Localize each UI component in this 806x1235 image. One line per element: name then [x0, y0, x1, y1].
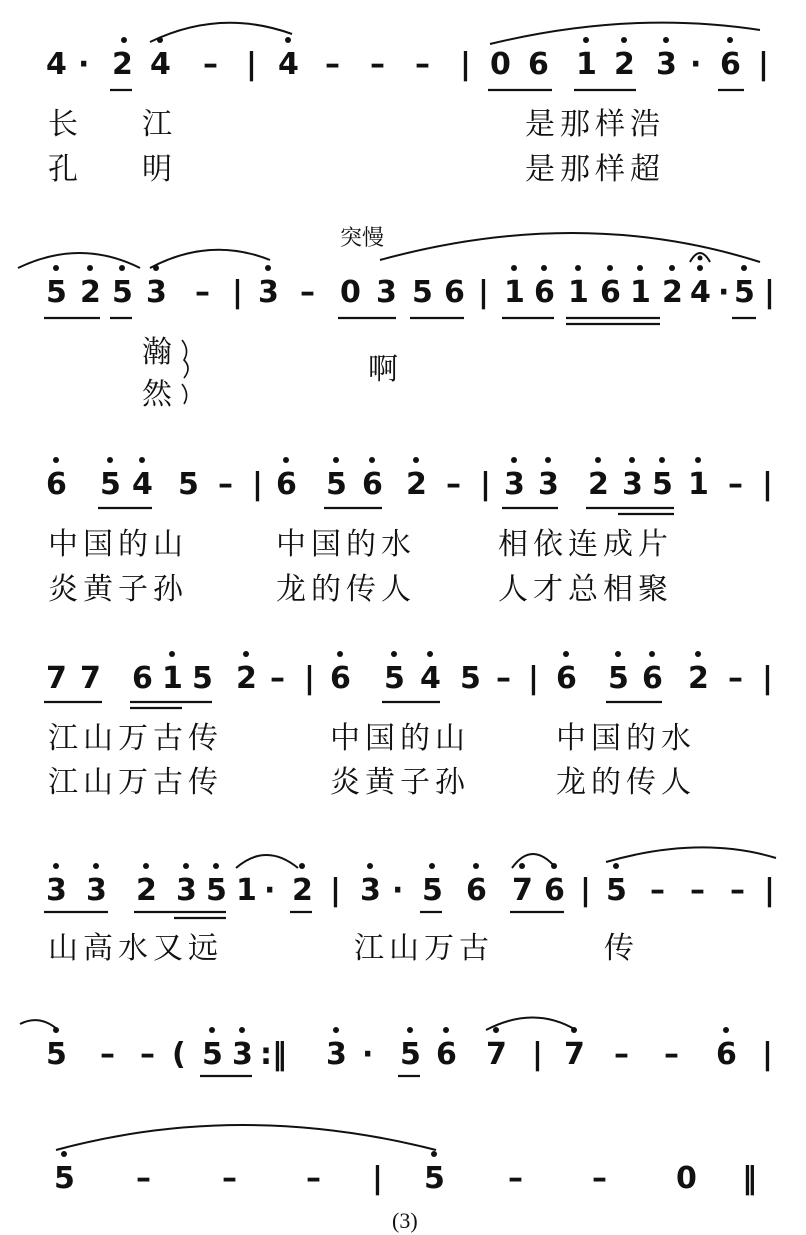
octave-dot [663, 37, 669, 43]
note: 2 [614, 47, 635, 82]
octave-dot [741, 265, 747, 271]
dash: – [300, 275, 315, 310]
note: 5 [112, 275, 133, 310]
lyric: 是那样超 [525, 152, 665, 187]
octave-dot [239, 1027, 245, 1033]
dot: · [78, 47, 90, 82]
dash: – [728, 661, 743, 696]
note: 6 [362, 467, 383, 502]
lyric: 龙的传人 [276, 572, 416, 607]
note: 5 [606, 873, 627, 908]
note: 5 [424, 1161, 445, 1196]
octave-dot [243, 651, 249, 657]
dash: – [140, 1037, 155, 1072]
note: 5 [412, 275, 433, 310]
note: 1 [576, 47, 597, 82]
octave-dot [575, 265, 581, 271]
fermata [690, 253, 710, 262]
octave-dot [563, 651, 569, 657]
octave-dot [119, 265, 125, 271]
octave-dot [139, 457, 145, 463]
octave-dot [443, 1027, 449, 1033]
barline: | [764, 275, 775, 310]
note: 5 [46, 1037, 67, 1072]
note: 5 [46, 275, 67, 310]
note: 4 [278, 47, 299, 82]
octave-dot [169, 651, 175, 657]
barline: | [304, 661, 315, 696]
octave-dot [107, 457, 113, 463]
lyric: 炎黄子孙 [330, 765, 470, 800]
note: 5 [54, 1161, 75, 1196]
note: 6 [276, 467, 297, 502]
note: 6 [720, 47, 741, 82]
octave-dot [637, 265, 643, 271]
note: 3 [504, 467, 525, 502]
note: 2 [112, 47, 133, 82]
note: 7 [564, 1037, 585, 1072]
note: 2 [80, 275, 101, 310]
octave-dot [391, 651, 397, 657]
note: 5 [400, 1037, 421, 1072]
note: 3 [258, 275, 279, 310]
note: 5 [206, 873, 227, 908]
lyric: 江山万古传 [48, 765, 223, 800]
lyric: 传 [604, 931, 639, 966]
octave-dot [695, 457, 701, 463]
note: 6 [528, 47, 549, 82]
slur [20, 1020, 58, 1030]
note: 2 [688, 661, 709, 696]
note: 3 [86, 873, 107, 908]
note: 0 [340, 275, 361, 310]
lyric: 瀚 [142, 335, 177, 370]
lyric: 中国的山 [330, 721, 470, 756]
dash: – [306, 1161, 321, 1196]
dash: – [218, 467, 233, 502]
dash: – [222, 1161, 237, 1196]
octave-dot [143, 863, 149, 869]
octave-dot [571, 1027, 577, 1033]
note: 5 [652, 467, 673, 502]
note: 1 [504, 275, 525, 310]
barline: | [532, 1037, 543, 1072]
barline: | [330, 873, 341, 908]
note: 5 [326, 467, 347, 502]
lyric: 是那样浩 [525, 107, 665, 142]
note: 5 [384, 661, 405, 696]
note: 1 [162, 661, 183, 696]
octave-dot [669, 265, 675, 271]
note: 7 [512, 873, 533, 908]
octave-dot [695, 651, 701, 657]
octave-dot [427, 651, 433, 657]
octave-dot [541, 265, 547, 271]
slur [56, 1125, 436, 1150]
note: 4 [150, 47, 171, 82]
octave-dot [615, 651, 621, 657]
dash: – [270, 661, 285, 696]
dash: – [614, 1037, 629, 1072]
note: 3 [326, 1037, 347, 1072]
note: 2 [292, 873, 313, 908]
lyric: 江山万古 [354, 931, 494, 966]
note: 5 [178, 467, 199, 502]
lyric: 江山万古传 [48, 721, 223, 756]
note: 5 [192, 661, 213, 696]
lyric: 山高水又远 [48, 931, 223, 966]
note: 1 [236, 873, 257, 908]
octave-dot [93, 863, 99, 869]
dash: – [446, 467, 461, 502]
note: 2 [136, 873, 157, 908]
brace [182, 384, 187, 404]
note: 2 [588, 467, 609, 502]
barline: | [528, 661, 539, 696]
note: 0 [676, 1161, 697, 1196]
octave-dot [621, 37, 627, 43]
octave-dot [407, 1027, 413, 1033]
note: 5 [460, 661, 481, 696]
note: 6 [600, 275, 621, 310]
dash: – [690, 873, 705, 908]
octave-dot [473, 863, 479, 869]
octave-dot [337, 651, 343, 657]
barline: | [372, 1161, 383, 1196]
octave-dot [265, 265, 271, 271]
brace [182, 340, 188, 378]
lyric: 孔 [48, 152, 83, 187]
slur [380, 233, 760, 262]
page-number: (3) [392, 1208, 418, 1233]
slur [486, 1018, 576, 1031]
slur [150, 250, 270, 268]
dash: – [650, 873, 665, 908]
barline: | [252, 467, 263, 502]
note: 3 [232, 1037, 253, 1072]
slur [150, 23, 292, 42]
octave-dot [367, 863, 373, 869]
octave-dot [613, 863, 619, 869]
tempo-annotation: 突慢 [340, 226, 385, 251]
paren: ( [172, 1037, 186, 1072]
octave-dot [61, 1151, 67, 1157]
note: 6 [46, 467, 67, 502]
octave-dot [519, 863, 525, 869]
octave-dot [511, 265, 517, 271]
note: 1 [688, 467, 709, 502]
slur [512, 854, 556, 868]
lyric: 中国的水 [276, 527, 416, 562]
octave-dot [493, 1027, 499, 1033]
barline: | [762, 661, 773, 696]
octave-dot [121, 37, 127, 43]
note: 6 [534, 275, 555, 310]
dash: – [730, 873, 745, 908]
dash: – [664, 1037, 679, 1072]
dash: – [496, 661, 511, 696]
note: 4 [690, 275, 711, 310]
note: 5 [202, 1037, 223, 1072]
octave-dot [429, 863, 435, 869]
octave-dot [607, 265, 613, 271]
note: 6 [716, 1037, 737, 1072]
barline: | [762, 1037, 773, 1072]
slur [606, 847, 776, 862]
dot: · [392, 873, 404, 908]
octave-dot [53, 1027, 59, 1033]
lyric: 炎黄子孙 [48, 572, 188, 607]
octave-dot [299, 863, 305, 869]
barline: | [232, 275, 243, 310]
note: 5 [422, 873, 443, 908]
lyric: 长 [48, 107, 83, 142]
barline: | [580, 873, 591, 908]
note: 2 [406, 467, 427, 502]
note: 3 [146, 275, 167, 310]
octave-dot [285, 37, 291, 43]
octave-dot [209, 1027, 215, 1033]
barline: | [246, 47, 257, 82]
dash: – [100, 1037, 115, 1072]
note: 6 [466, 873, 487, 908]
note: 4 [420, 661, 441, 696]
octave-dot [551, 863, 557, 869]
final-barline: ‖ [742, 1161, 757, 1196]
dash: – [136, 1161, 151, 1196]
dash: – [325, 47, 340, 82]
octave-dot [649, 651, 655, 657]
note: 7 [46, 661, 67, 696]
note: 3 [46, 873, 67, 908]
note: 3 [538, 467, 559, 502]
octave-dot [511, 457, 517, 463]
octave-dot [333, 457, 339, 463]
note: 1 [630, 275, 651, 310]
lyric: 啊 [368, 352, 403, 387]
lyric: 明 [142, 152, 177, 187]
note: 3 [176, 873, 197, 908]
note: 0 [490, 47, 511, 82]
lyric: 中国的水 [556, 721, 696, 756]
octave-dot [583, 37, 589, 43]
note: 5 [608, 661, 629, 696]
note: 6 [642, 661, 663, 696]
lyric: 龙的传人 [556, 765, 696, 800]
note: 4 [46, 47, 67, 82]
barline: | [758, 47, 769, 82]
dash: – [370, 47, 385, 82]
octave-dot [153, 265, 159, 271]
slur [490, 23, 760, 44]
lyric: 江 [142, 107, 177, 142]
dot: · [718, 275, 730, 310]
note: 2 [236, 661, 257, 696]
note: 5 [100, 467, 121, 502]
note: 6 [132, 661, 153, 696]
lyric: 相依连成片 [498, 527, 673, 562]
note: 3 [622, 467, 643, 502]
barline: | [478, 275, 489, 310]
dash: – [592, 1161, 607, 1196]
note: 6 [544, 873, 565, 908]
dash: – [195, 275, 210, 310]
note: 5 [734, 275, 755, 310]
dash: – [728, 467, 743, 502]
octave-dot [87, 265, 93, 271]
note: 6 [556, 661, 577, 696]
repeat-end: :‖ [260, 1037, 287, 1072]
dash: – [508, 1161, 523, 1196]
barline: | [762, 467, 773, 502]
octave-dot [723, 1027, 729, 1033]
octave-dot [697, 265, 703, 271]
octave-dot [53, 457, 59, 463]
barline: | [460, 47, 471, 82]
lyric: 然 [142, 377, 177, 412]
dot: · [362, 1037, 374, 1072]
lyric: 人才总相聚 [498, 572, 673, 607]
octave-dot [659, 457, 665, 463]
note: 3 [656, 47, 677, 82]
slur [18, 253, 140, 268]
note: 7 [486, 1037, 507, 1072]
fermata-dot [698, 256, 703, 261]
note: 2 [662, 275, 683, 310]
octave-dot [283, 457, 289, 463]
dot: · [264, 873, 276, 908]
note: 6 [330, 661, 351, 696]
barline: | [480, 467, 491, 502]
note: 6 [444, 275, 465, 310]
note: 3 [360, 873, 381, 908]
lyric: 中国的山 [48, 527, 188, 562]
barline: | [764, 873, 775, 908]
octave-dot [629, 457, 635, 463]
octave-dot [213, 863, 219, 869]
dash: – [415, 47, 430, 82]
octave-dot [369, 457, 375, 463]
note: 7 [80, 661, 101, 696]
octave-dot [431, 1151, 437, 1157]
note: 6 [436, 1037, 457, 1072]
note: 3 [376, 275, 397, 310]
octave-dot [183, 863, 189, 869]
octave-dot [595, 457, 601, 463]
octave-dot [413, 457, 419, 463]
dash: – [203, 47, 218, 82]
octave-dot [157, 37, 163, 43]
dot: · [690, 47, 702, 82]
note: 1 [568, 275, 589, 310]
octave-dot [53, 265, 59, 271]
octave-dot [53, 863, 59, 869]
slur [236, 855, 298, 868]
octave-dot [333, 1027, 339, 1033]
octave-dot [545, 457, 551, 463]
note: 4 [132, 467, 153, 502]
octave-dot [727, 37, 733, 43]
